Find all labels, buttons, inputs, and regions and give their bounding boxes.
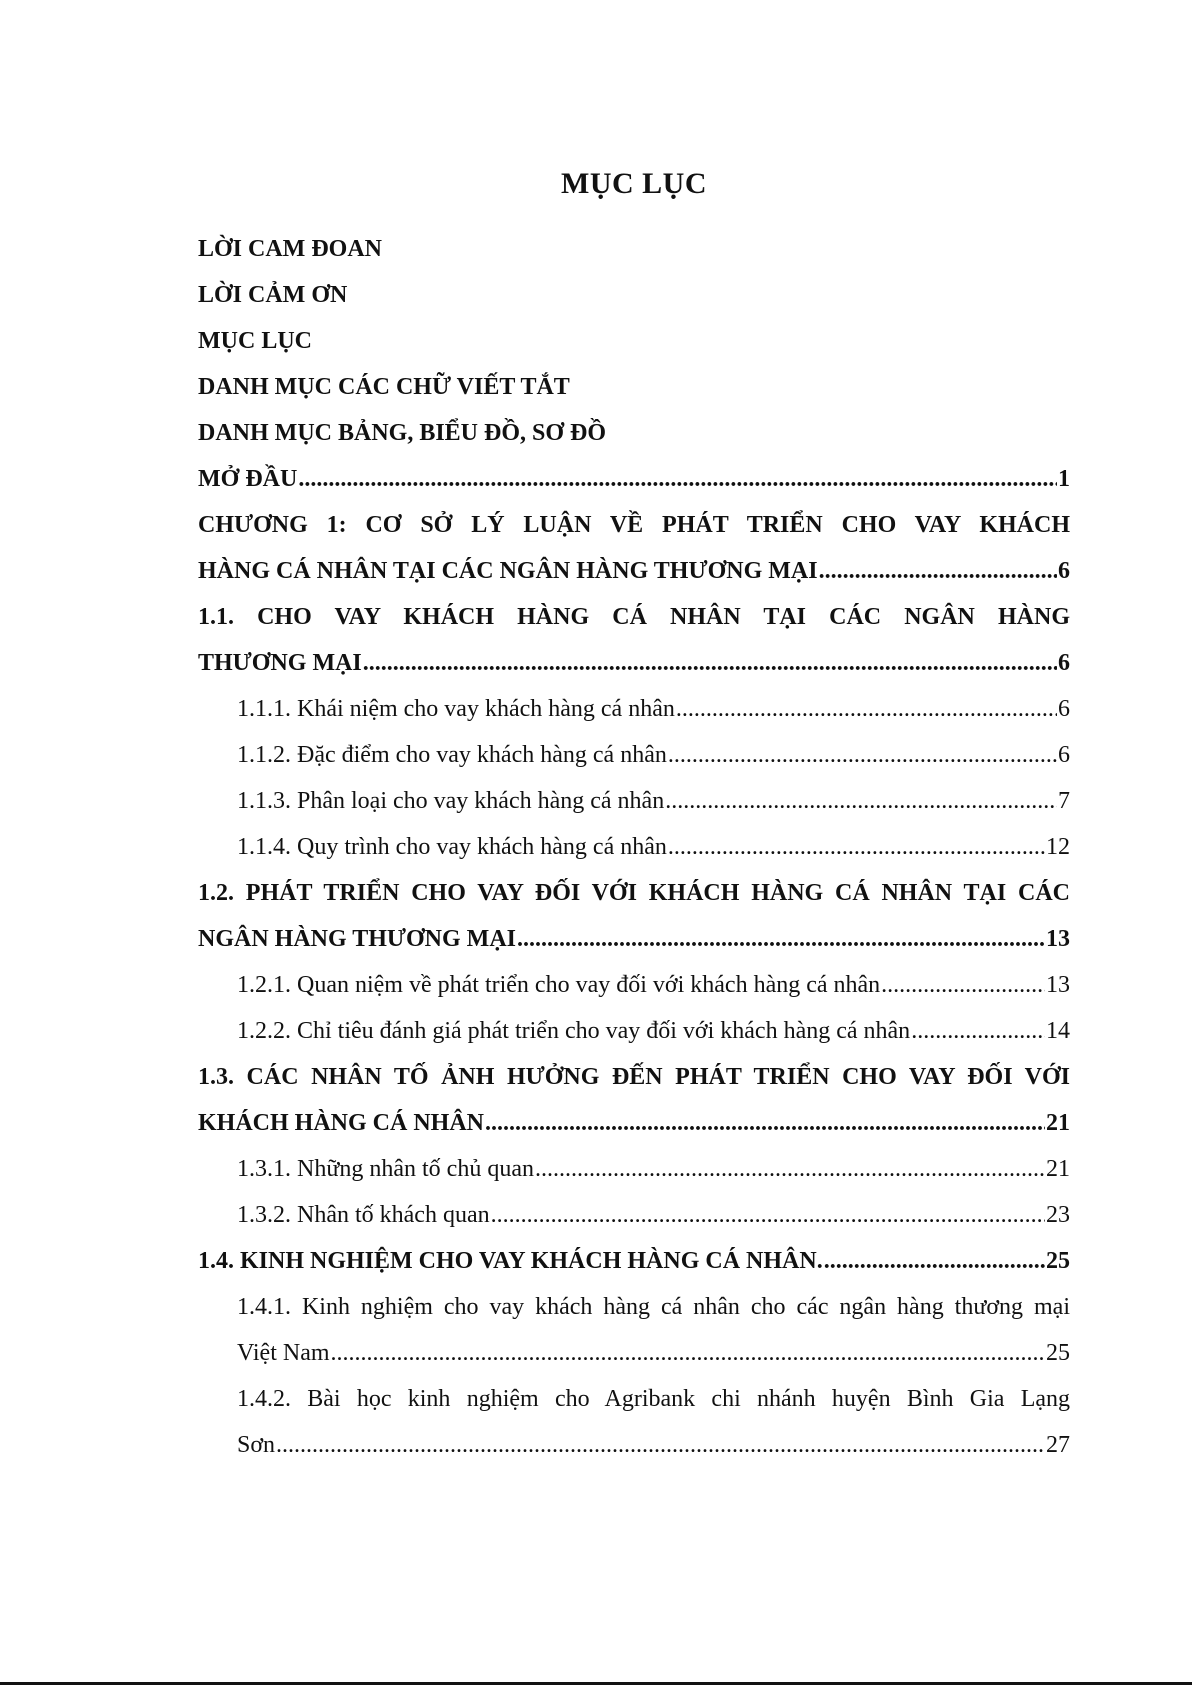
toc-entry-label: 1.1.4. Quy trình cho vay khách hàng cá nhân xyxy=(237,834,667,860)
toc-page-number: 1 xyxy=(1058,466,1070,492)
toc-page-number: 21 xyxy=(1046,1110,1070,1136)
toc-front-matter-item: LỜI CAM ĐOAN xyxy=(198,236,382,262)
toc-entry-subsection-1-4-2-cont[interactable] xyxy=(198,1422,1070,1468)
dot-leader xyxy=(668,824,1045,870)
toc-entry-section-1-3[interactable]: 1.3. CÁC NHÂN TỐ ẢNH HƯỞNG ĐẾN PHÁT TRIỂN CHO VAY ĐỐI VỚI xyxy=(198,1064,1070,1090)
toc-entry-subsection-1-2-2[interactable] xyxy=(198,1008,1070,1054)
toc-page-number: 7 xyxy=(1058,788,1070,814)
dot-leader xyxy=(819,548,1057,594)
toc-entry-label: THƯƠNG MẠI xyxy=(198,650,362,676)
dot-leader xyxy=(517,916,1045,962)
toc-entry-label: MỞ ĐẦU xyxy=(198,466,298,492)
toc-entry-chapter-1-cont[interactable] xyxy=(198,548,1070,594)
toc-entry-introduction[interactable] xyxy=(198,456,1070,502)
toc-entry-label: Việt Nam xyxy=(237,1340,330,1366)
toc-entry-section-1-3-cont[interactable] xyxy=(198,1100,1070,1146)
toc-page-number: 25 xyxy=(1046,1248,1070,1274)
toc-page-number: 13 xyxy=(1046,926,1070,952)
toc-page-number: 6 xyxy=(1058,650,1070,676)
toc-entry-label: 1.1.2. Đặc điểm cho vay khách hàng cá nhân xyxy=(237,742,667,768)
toc-front-matter-item: MỤC LỤC xyxy=(198,328,312,354)
toc-entry-subsection-1-4-2[interactable]: 1.4.2. Bài học kinh nghiệm cho Agribank chi nhánh huyện Bình Gia Lạng xyxy=(237,1386,1070,1412)
toc-entry-subsection-1-1-1[interactable] xyxy=(198,686,1070,732)
toc-entry-label: NGÂN HÀNG THƯƠNG MẠI xyxy=(198,926,516,952)
toc-entry-label: Sơn xyxy=(237,1432,276,1458)
toc-entry-label: 1.1.3. Phân loại cho vay khách hàng cá nhân xyxy=(237,788,665,814)
toc-entry-subsection-1-3-2[interactable] xyxy=(198,1192,1070,1238)
toc-front-matter-item: LỜI CẢM ƠN xyxy=(198,282,348,308)
toc-entry-label: 1.4. KINH NGHIỆM CHO VAY KHÁCH HÀNG CÁ NHÂN. xyxy=(198,1248,823,1274)
dot-leader xyxy=(668,732,1057,778)
dot-leader xyxy=(911,1008,1045,1054)
dot-leader xyxy=(363,640,1057,686)
toc-entry-label: 1.3.2. Nhân tố khách quan xyxy=(237,1202,490,1228)
toc-page-number: 12 xyxy=(1046,834,1070,860)
toc-entry-subsection-1-1-2[interactable] xyxy=(198,732,1070,778)
toc-entry-subsection-1-4-1[interactable]: 1.4.1. Kinh nghiệm cho vay khách hàng cá nhân cho các ngân hàng thương mại xyxy=(237,1294,1070,1320)
toc-page-number: 6 xyxy=(1058,742,1070,768)
dot-leader xyxy=(824,1238,1045,1284)
toc-page-number: 27 xyxy=(1046,1432,1070,1458)
dot-leader xyxy=(535,1146,1045,1192)
toc-entry-label: 1.2.1. Quan niệm về phát triển cho vay đối với khách hàng cá nhân xyxy=(237,972,881,998)
toc-page-number: 25 xyxy=(1046,1340,1070,1366)
dot-leader xyxy=(331,1330,1045,1376)
toc-entry-subsection-1-3-1[interactable] xyxy=(198,1146,1070,1192)
toc-entry-label: 1.1.1. Khái niệm cho vay khách hàng cá nhân xyxy=(237,696,675,722)
page-title: MỤC LỤC xyxy=(561,167,707,200)
toc-entry-section-1-2[interactable]: 1.2. PHÁT TRIỂN CHO VAY ĐỐI VỚI KHÁCH HÀNG CÁ NHÂN TẠI CÁC xyxy=(198,880,1070,906)
toc-entry-subsection-1-1-4[interactable] xyxy=(198,824,1070,870)
toc-entry-section-1-1[interactable]: 1.1. CHO VAY KHÁCH HÀNG CÁ NHÂN TẠI CÁC NGÂN HÀNG xyxy=(198,604,1070,630)
dot-leader xyxy=(485,1100,1045,1146)
toc-entry-section-1-1-cont[interactable] xyxy=(198,640,1070,686)
dot-leader xyxy=(665,778,1057,824)
toc-front-matter-item: DANH MỤC BẢNG, BIỂU ĐỒ, SƠ ĐỒ xyxy=(198,420,607,446)
table-of-contents xyxy=(198,160,1070,1468)
toc-page-number: 14 xyxy=(1046,1018,1070,1044)
toc-entry-subsection-1-4-1-cont[interactable] xyxy=(198,1330,1070,1376)
toc-page-number: 13 xyxy=(1046,972,1070,998)
dot-leader xyxy=(298,456,1057,502)
toc-page-number: 23 xyxy=(1046,1202,1070,1228)
toc-entry-label: KHÁCH HÀNG CÁ NHÂN xyxy=(198,1110,484,1136)
toc-page-number: 21 xyxy=(1046,1156,1070,1182)
toc-entry-subsection-1-2-1[interactable] xyxy=(198,962,1070,1008)
toc-entry-subsection-1-1-3[interactable] xyxy=(198,778,1070,824)
toc-entry-label: 1.3.1. Những nhân tố chủ quan xyxy=(237,1156,534,1182)
dot-leader xyxy=(676,686,1057,732)
toc-page-number: 6 xyxy=(1058,696,1070,722)
toc-entry-section-1-2-cont[interactable] xyxy=(198,916,1070,962)
toc-entry-label: HÀNG CÁ NHÂN TẠI CÁC NGÂN HÀNG THƯƠNG MẠI xyxy=(198,558,818,584)
dot-leader xyxy=(491,1192,1045,1238)
dot-leader xyxy=(881,962,1045,1008)
toc-front-matter-item: DANH MỤC CÁC CHỮ VIẾT TẮT xyxy=(198,374,570,400)
toc-entry-label: 1.2.2. Chỉ tiêu đánh giá phát triển cho vay đối với khách hàng cá nhân xyxy=(237,1018,911,1044)
toc-entry-section-1-4[interactable] xyxy=(198,1238,1070,1284)
dot-leader xyxy=(276,1422,1045,1468)
toc-page-number: 6 xyxy=(1058,558,1070,584)
toc-entry-chapter-1[interactable]: CHƯƠNG 1: CƠ SỞ LÝ LUẬN VỀ PHÁT TRIỂN CHO VAY KHÁCH xyxy=(198,512,1070,538)
